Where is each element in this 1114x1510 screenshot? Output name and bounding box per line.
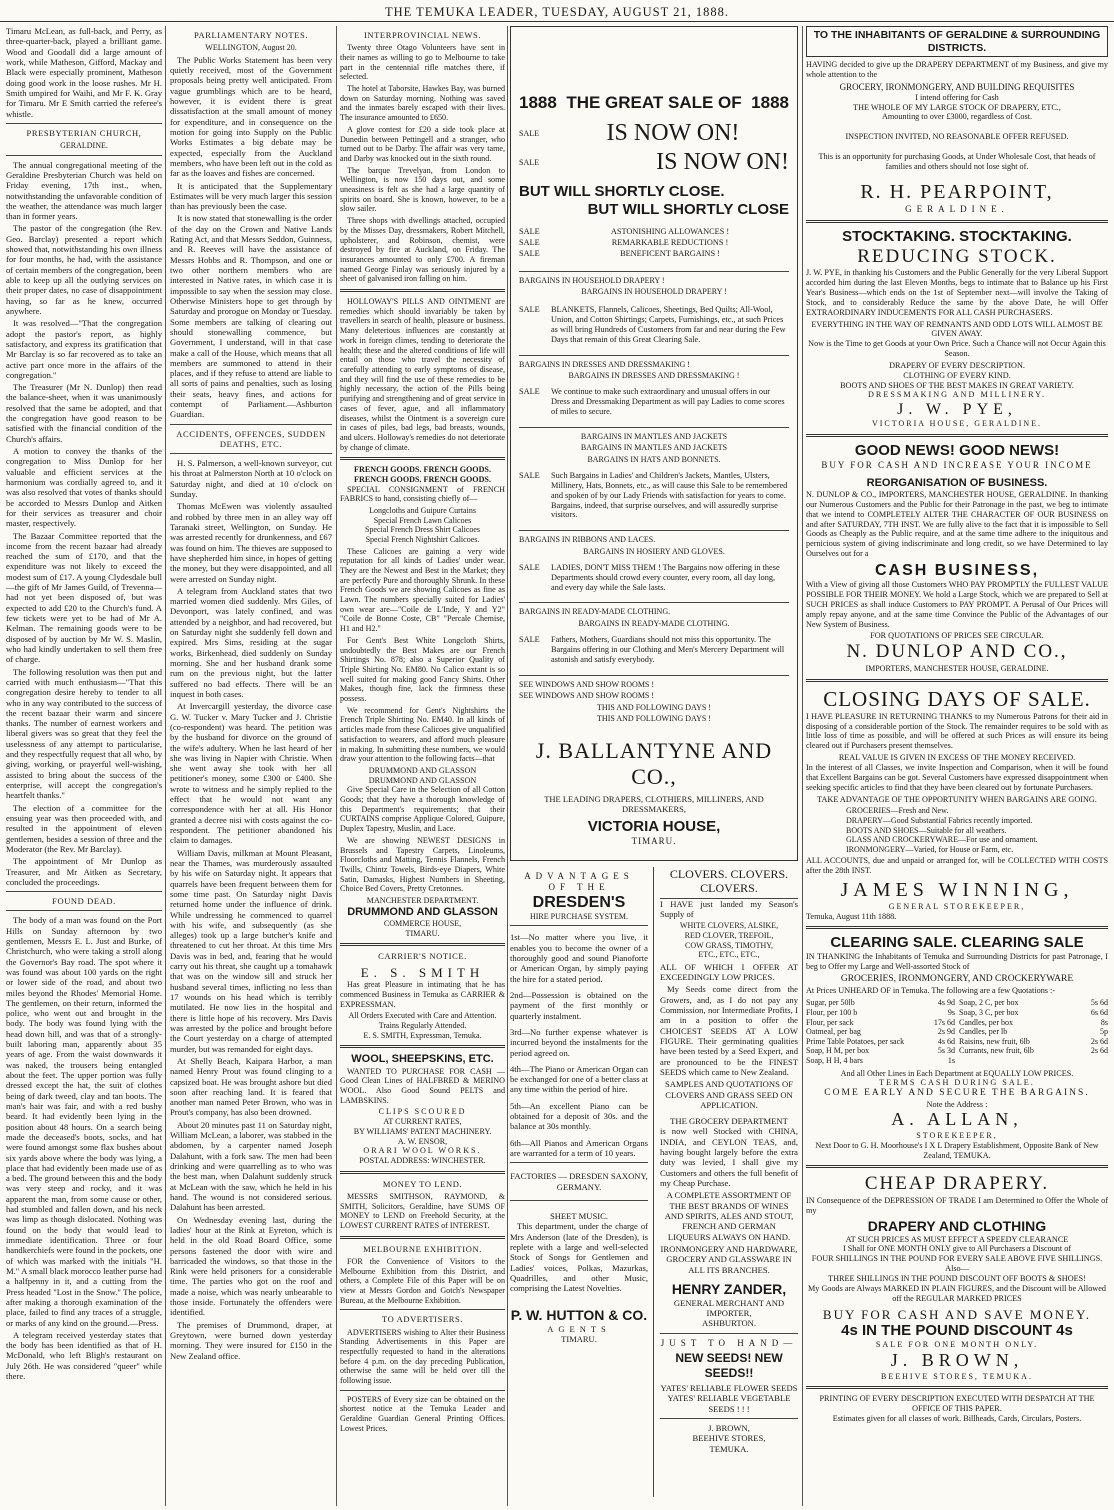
advert-line: YATES' RELIABLE FLOWER SEEDS: [660, 1383, 798, 1394]
article-text: A telegram from Auckland states that two married women died suddenly. Mrs Giles, of Devonport, was lately confined, and was attended by a neighbor, and had recovered, but on Saturday night she suddenly fell down and expired. Mrs Sims, residing at the sugar works, Birkenhead, died suddenly on Sunday morning. She and her husband drank some rum on the previous night, but the latter suffered no bad effects. There will be an inquest in both cases.: [170, 585, 332, 699]
bargain-heading: BARGAINS IN HOUSEHOLD DRAPERY !: [581, 287, 727, 297]
column-rule: [336, 26, 337, 1506]
address: COMMERCE HOUSE,: [383, 919, 462, 928]
advert-text: POSTERS of Every size can be obtained on the shortest notice at the Temuka Leader and Geraldine Guardian General Printing Offices. Lowest Prices.: [340, 1394, 505, 1433]
article-text: The body of a man was found on the Port Hills on Sunday afternoon by two gentlemen, Messrs E. L. Just and Burke, of Christchurch, who were taking a stroll along the Governor's Bay road. The spot where it was found was about 100 yards on the right or lower side of the road, and about two miles beyond the Rhodes' Memorial Home. The gentlemen, on their return, informed the police, who went out and brought in the body. The body was found lying with the head down hill, and was that of a strongly-built laboring man, apparently about 35 years of age. From the waist downwards it was naked, the trousers being entangled about the feet. The upper portion was fully dressed except the hat, the suit of clothes being of dark tweed, clay and tan boots. The man's hair was fair, and with a red bushy beard. It had evidently been lying in the position about 48 hours. On a search being made the deceased's boots, socks, and hat were found amongst some flax bushes about six yards above where the body was lying, a place that had evidently been made use of as a bed. The ground between this and the body was very steep and rocky, and it was apparent the man, from some cause or other, had stumbled and fallen down, and his neck was limp as though dislocated. Nothing was found on the body that would lead to immediate identification. Three or four handkerchiefs were found in the pockets, one of which was marked with the initials "H. M." A small black morocco leather purse had a halfpenny in it, and a cutting from the Press headed "Lost in the Snow." The police, after making a thorough examination of the place, failed to find any traces of a struggle, or marks of any kind on the ground.—Press.: [6, 915, 162, 1328]
article-text: H. S. Palmerson, a well-known surveyor, cut his throat at Palmerston North at 10 o'clock on Saturday night, and died at 10 o'clock on Sunday.: [170, 458, 332, 500]
headline: MELBOURNE EXHIBITION.: [363, 1243, 482, 1254]
advert-text: This department, under the charge of Mrs Anderson (late of the Dresden), is replete with a large and well-selected Stock of Songs for Gentlemen and Ladies' voices, Polkas, Mazurkas, Quadrilles, and other Music, comprising the Latest Novelties.: [510, 1221, 648, 1294]
list-item: Special French Lawn Calicoes: [373, 515, 472, 525]
article-text: Three shops with dwellings attached, occupied by the Misses Day, dressmakers, Robert Mitchell, upholsterer, and Robinson, chemist, were destroyed by fire at Auckland, on Friday. The insurances amounted to only £700. A fireman named George Finlay was seriously injured by a sheet of galvanised iron falling on him.: [340, 216, 505, 284]
bargain-heading: BARGAINS IN READY-MADE CLOTHING.: [519, 607, 671, 617]
seed-list: [660, 921, 798, 959]
price-item: Oatmeal, per bag: [806, 1027, 861, 1037]
dresden-advert: [510, 867, 654, 1497]
headline: ACCIDENTS, OFFENCES, SUDDEN DEATHS, ETC.: [176, 428, 326, 449]
advert-line: FACTORIES — DRESDEN SAXONY, GERMANY.: [510, 1171, 648, 1192]
firm-name-large: J. W. PYE,: [897, 401, 1017, 419]
column-rule: [802, 26, 803, 1506]
firm-name-large: DRUMMOND AND GLASSON: [347, 905, 498, 918]
days-line: THIS AND FOLLOWING DAYS !: [597, 714, 711, 724]
price-value: 5s 6d: [1090, 998, 1108, 1008]
advert-line: My Goods are Always MARKED IN PLAIN FIGURES, and the Discount will be Allowed off the REGULAR MARKED PRICES: [808, 1283, 1106, 1303]
address: POSTAL ADDRESS: WINCHESTER.: [359, 1155, 486, 1165]
days-line: THIS AND FOLLOWING DAYS !: [597, 702, 711, 712]
article-text: William Davis, milkman at Mount Pleasant, near the Thames, was murderously assaulted by his wife on Saturday night. It appears that quarrels have been frequent between them for some time past. On Saturday night Davis returned home under the influence of drink. While undressing he commenced to quarrel with his wife, and subsequently (as she alleges) took up a large butcher's knife and threatened to cut her throat. At this time Mrs Davis was in bed, and, fearing that he would carry out his threat, she caught up a tomahawk that was on the window sill and struck her husband several times, inflicting no less than 17 wounds on his head which is terribly mutilated. He now lies in the hospital and there is little hope of his recovery. Mrs Davis was arrested by the police and brought before the Court yesterday on a charge of attempted murder, but was remanded for eight days.: [170, 847, 332, 1054]
price-value: 8s: [1100, 1017, 1108, 1027]
bargain-heading: BARGAINS IN HOSIERY AND GLOVES.: [583, 547, 725, 557]
list-item: Special French Dress Shirt Calicoes: [364, 525, 481, 535]
bargain-heading: BARGAINS IN HOUSEHOLD DRAPERY !: [519, 275, 665, 285]
advert-text: All Orders Executed with Care and Attention.: [348, 1011, 497, 1021]
advert-line: HIRE PURCHASE SYSTEM.: [529, 911, 628, 921]
good-news: GOOD NEWS! GOOD NEWS!: [854, 442, 1060, 460]
address: Next Door to G. H. Moorhouse's I X L Drapery Establishment, Opposite Bank of New Zealand, TEMUKA.: [815, 1140, 1099, 1160]
address: BEEHIVE STORES, TEMUKA.: [881, 1371, 1033, 1381]
price-item: [959, 1056, 1078, 1066]
cash-business: CASH BUSINESS,: [874, 561, 1040, 579]
advert-text: WANTED TO PURCHASE FOR CASH — Good Clean Lines of HALFBRED & MERINO WOOL. Also Good Sound PELTS and LAMBSKINS.: [340, 1066, 505, 1105]
article-text: A motion to convey the thanks of the congregation to Miss Dunlop for her valuable and efficient services at the harmonium was cordially agreed to, and it was also resolved that votes of thanks should be accorded to Messrs Dunlop and Aitken for their services as treasurer and choir master, respectively.: [6, 446, 162, 529]
firm-name: DRUMMOND AND GLASSON: [368, 765, 477, 775]
article-text: Timaru McLean, as full-back, and Perry, as three-quarter-back, played a brilliant game. Wood and Goodall did a large amount of work, while Matheson, Gifford, Mackay and Black were especially prominent, Matheson doing good work in the loose rushes. Mr H. Smith umpired for Waihi, and Mr F. K. Gray for Timaru. Mr E Smith carried the referee's whistle.: [6, 26, 162, 119]
advert-text: Now is the Time to get Goods at your Own Price. Such a Chance will not Occur Again this Season.: [808, 339, 1106, 359]
firm-name-large: HENRY ZANDER,: [671, 1280, 787, 1297]
list-item: ETC., ETC., ETC.,: [698, 950, 760, 960]
price-item: Candles, per box: [959, 1017, 1013, 1027]
advert-line: FOR QUOTATIONS OF PRICES SEE CIRCULAR.: [870, 631, 1044, 641]
advert-heading: TO THE INHABITANTS OF GERALDINE & SURROUNDING DISTRICTS.: [806, 26, 1108, 57]
advert-heading: NEW SEEDS! NEW SEEDS!!: [675, 1351, 783, 1380]
headline: PARLIAMENTARY NOTES.: [193, 30, 309, 40]
price-item: Raisins, new fruit, 6lb: [959, 1036, 1030, 1046]
price-value: [1082, 1056, 1108, 1066]
advert-text: 4th—The Piano or American Organ can be exchanged for one of a better class at any time within the period of hire.: [510, 1063, 648, 1095]
town: TIMARU.: [561, 1334, 597, 1345]
headline: MONEY TO LEND.: [382, 1178, 463, 1189]
advert-text: J. W. PYE, in thanking his Customers and the Public Generally for the very Liberal Support accorded him during the last Eleven Months, begs to intimate that to Balance up his First Year's Business—which ends on the 1st of September next—will involve the Taking of Stock, and to considerably Reduce the same by the above Date, he will Offer EXTRAORDINARY INDUCEMENTS FOR ALL CASH PURCHASERS.: [806, 268, 1108, 317]
price-value: 4s 9d: [937, 998, 955, 1008]
headline: FOUND DEAD.: [52, 896, 116, 907]
address: IMPORTERS, MANCHESTER HOUSE, GERALDINE.: [865, 664, 1049, 674]
article-text: The following resolution was then put and carried with much enthusiasm—"That this congregation desire hereby to tender to all who in any way contributed to the success of the recent bazaar their warm and sincere thanks. The number of earnest workers and liberal givers was so great that they feel the uselessness of any attempt to particularise, and they respectfully request that all who, by giving, working, or prayerful well-wishing, assisted to bring about the success of the enterprise, will accept the congregation's heartfelt thanks.": [6, 666, 162, 801]
price-item: Prime Table Potatoes, per sack: [806, 1036, 905, 1046]
bargain-heading: BARGAINS IN MANTLES AND JACKETS: [580, 431, 728, 441]
sale-label: SALE: [519, 387, 540, 397]
fabric-list: [340, 506, 505, 544]
price-item: Soap, 2 C, per box: [959, 998, 1019, 1008]
firm-name-large: E. S. SMITH: [360, 964, 485, 980]
advert-text: I HAVE PLEASURE IN RETURNING THANKS to my Numerous Patrons for their aid in disposing of a considerable portion of the Stock. The remainder requires to be sold with as little loss of time as possible, and will be offered at such Prices as will ensure its being cleared out if Purchasers present themselves.: [806, 711, 1108, 751]
advert-text: 5th—An excellent Piano can be obtained for a deposit of 30s. and the balance at 30s monthly.: [510, 1100, 648, 1132]
price-value: 9s: [947, 1008, 955, 1017]
list-item: Special French Nightshirt Calicoes.: [365, 534, 480, 544]
price-item: Soap, H M, per box: [806, 1046, 870, 1056]
article-text: Thomas McEwen was violently assaulted and robbed by three men in an alley way off Taranaki street, Wellington, on Sunday. He was arrested recently for drunkenness, and £67 was found on him. The thieves are supposed to have shepherded him since, in hopes of getting the money, but they were disappointed, and all were arrested on Sunday night.: [170, 501, 332, 584]
sale-label: SALE: [519, 157, 539, 167]
dateline: WELLINGTON, August 20.: [205, 43, 297, 53]
sale-title: THE GREAT SALE OF: [566, 93, 742, 112]
advert-line: TERMS CASH DURING SALE.: [879, 1078, 1035, 1088]
ballantyne-advert: [510, 26, 798, 861]
firm-name-large: A. ALLAN,: [891, 1109, 1023, 1130]
list-item: Longcloths and Guipure Curtains: [369, 506, 476, 516]
article-text: The Public Works Statement has been very quietly received, most of the Government proposals being pretty well anticipated. From vague grumblings which are to be heard, however, it is evident there is great dissatisfaction at the small amount of money for expenditure, and in consequence on the motion for going into Supply on the Public Works Estimates a big debate may be expected, especially from the Auckland members, who have been left out in the cold as far as the loaves and fishes are concerned.: [170, 54, 332, 179]
sale-label: SALE: [519, 226, 540, 236]
firm-name-large: J. BALLANTYNE AND CO.,: [535, 737, 773, 790]
list-item: COW GRASS, TIMOTHY,: [684, 940, 773, 950]
column-5: [806, 26, 1108, 1506]
advert-line: CLIPS SCOURED: [378, 1107, 467, 1117]
now-on: IS NOW ON!: [656, 149, 789, 176]
year: 1888: [519, 93, 557, 112]
headline: TO ADVERTISERS.: [381, 1314, 464, 1325]
year: 1888: [751, 93, 789, 112]
advert-text: IRONMONGERY AND HARDWARE, GROCERY AND GLASSWARE IN ALL ITS BRANCHES.: [660, 1243, 798, 1275]
article-text: Twenty three Otago Volunteers have sent in their names as willing to go to Melbourne to take part in the centennial rifle matches there, if selected.: [340, 43, 505, 82]
column-4: [510, 26, 798, 1506]
article-text: It was resolved—"That the congregation adopt the pastor's report, as highly satisfactory, and express its gratification that Mr Barclay is so far recovered as to take an active part once more in the affairs of the congregation.": [6, 318, 162, 380]
advert-heading: BUY FOR CASH AND SAVE MONEY.: [822, 1306, 1092, 1322]
reducing-stock: REDUCING STOCK.: [857, 245, 1057, 267]
clovers-advert: [660, 867, 798, 1497]
advert-line: JUST TO HAND—: [660, 1337, 798, 1348]
sale-label: SALE: [519, 128, 539, 138]
article-text: The hotel at Taborsite, Hawkes Bay, was burned down on Saturday morning. Nothing was saved and the inmates barely escaped with their lives. The insurance amounted to £650.: [340, 84, 505, 123]
holloway-advert: HOLLOWAY'S PILLS AND OINTMENT are remedies which should invariably be taken by travellers in search of health, pleasure or business. Many deleterious influences are constantly at work in foreign climes, tending to deteriorate the health; these and the altered conditions of life will entail on those who travel the necessity of carefully attending to early symptoms of disease, and they will find the use of these remedies to be highly necessary, the action of the Pills being purifying and strengthening and of great service in cases of fever, ague, and all inflammatory diseases, whilst the Ointment is a sovereign cure in cases of piles, bad legs, bad breasts, wounds, and ulcers. Holloway's remedies do not deteriorate by change of climate.: [340, 297, 505, 452]
town: ASHBURTON.: [702, 1318, 756, 1329]
list-item: RED CLOVER, TREFOIL,: [684, 931, 774, 940]
sale-label: SALE: [519, 237, 540, 247]
stocktaking-heading: STOCKTAKING. STOCKTAKING.: [842, 227, 1072, 245]
article-text: The appointment of Mr Dunlop as Treasurer, and Mr Aitken as Secretary, concluded the proceedings.: [6, 856, 162, 887]
advert-line: BUY FOR CASH AND INCREASE YOUR INCOME: [821, 460, 1093, 471]
advert-text: We recommend for Gent's Nightshirts the French Triple Shirting No. EM40. In all kinds of articles made from these Calicoes give unqualified satisfaction to wearers, and afford much pleasure in making. In submitting these numbers, we would draw your attention to the following facts—that: [340, 705, 505, 764]
price-value: 4s 6d: [937, 1036, 955, 1046]
advert-text: We are showing NEWEST DESIGNS in Brussels and Tapestry Carpets, Linoleums, Floorcloths and Matting, Tennis Flannels, French Twills, Chintz Towels, Birds-eye Diapers, White Satin, Damasks, Highest Numbers in Sheeting, Choice Bed Covers, Pretty Cretonnes.: [340, 835, 505, 894]
estimates-notice: Estimates given for all classes of work. Billheads, Cards, Circulars, Posters.: [832, 1413, 1082, 1423]
advert-line: EVERYTHING IN THE WAY OF REMNANTS AND ODD LOTS WILL ALMOST BE GIVEN AWAY.: [811, 319, 1103, 339]
bargain-heading: BARGAINS IN DRESSES AND DRESSMAKING !: [568, 371, 740, 381]
town: TIMARU.: [405, 928, 440, 938]
list-item: BOOTS AND SHOES—Suitable for all weathers.: [846, 825, 1007, 835]
advert-line: YATES' RELIABLE VEGETABLE SEEDS ! ! !: [667, 1393, 791, 1414]
advert-line: DRAPERY OF EVERY DESCRIPTION.: [889, 360, 1025, 370]
allowance-line: REMARKABLE REDUCTIONS !: [611, 237, 729, 247]
article-text: The premises of Drummond, draper, at Greytown, were burned down yesterday morning. They were insured for £150 in the New Zealand office.: [170, 1319, 332, 1361]
town: GERALDINE.: [905, 203, 1009, 214]
advert-text: 1st—No matter where you live, it enables you to become the owner of a thoroughly good and sound Pianoforte or American Organ, by simply paying the hire for a stated period.: [510, 932, 648, 984]
advert-text: I HAVE just landed my Season's Supply of: [660, 898, 798, 920]
advert-text: ADVERTISERS wishing to Alter their Business Standing Advertisements in this Paper are respectfully requested to hand in the alterations before 4 p.m. on the day preceding Publication, otherwise the same will be held over till the following issue.: [340, 1327, 505, 1386]
advert-line: AT CURRENT RATES,: [383, 1117, 462, 1127]
column-1: [6, 26, 162, 1506]
department-heading: MANCHESTER DEPARTMENT.: [366, 896, 479, 906]
advert-text: ALL OF WHICH I OFFER AT EXCEEDINGLY LOW PRICES.: [660, 961, 798, 983]
allowance-line: ASTONISHING ALLOWANCES !: [610, 226, 730, 236]
price-item: Currants, new fruit, 6lb: [959, 1046, 1034, 1056]
victoria-house: VICTORIA HOUSE,: [587, 818, 721, 836]
french-goods-heading: FRENCH GOODS. FRENCH GOODS.: [354, 465, 491, 475]
article-text: The barque Trevelyan, from London to Wellington, is now 150 days out, and some uneasiness is felt as she had a large quantity of spirits on board. She is known, however, to be a slow sailer.: [340, 165, 505, 214]
firm-description: THE LEADING DRAPERS, CLOTHIERS, MILLINERS, AND DRESSMAKERS,: [544, 793, 764, 814]
advert-line: And all Other Lines in Each Department at EQUALLY LOW PRICES.: [840, 1068, 1074, 1078]
price-value: 5p: [1100, 1027, 1108, 1037]
article-text: At Shelly Beach, Kaipara Harbor, a man named Henry Prout was found clinging to a capsized boat. He was brought ashore but died soon after reaching land. It is feared that another man named Peter Brown, who was in Prout's company, has also been drowned.: [170, 1055, 332, 1118]
sale-label: SALE: [519, 634, 540, 644]
now-on: IS NOW ON!: [606, 120, 740, 147]
bargain-text: Fathers, Mothers, Guardians should not miss this opportunity. The Bargains offering in our Clothing and Men's Mercery Department will astonish and satisfy everybody.: [551, 634, 785, 664]
price-value: 2s 9d: [937, 1027, 955, 1037]
french-goods-heading: FRENCH GOODS. FRENCH GOODS.: [354, 475, 491, 485]
advert-heading: DRAPERY AND CLOTHING: [867, 1217, 1047, 1234]
advert-line: THREE SHILLINGS IN THE POUND DISCOUNT OFF BOOTS & SHOES!: [828, 1274, 1086, 1284]
advert-line: CLOTHING OF EVERY KIND.: [903, 370, 1011, 380]
advert-text: In the interest of all Classes, we invite Inspection and Comparison, when it will be found that Excellent Bargains can be got. Several Customers have expressed disappointment when seeking specific articles to find that they have been cleared out by fortunate Purchasers.: [806, 763, 1108, 792]
closing-days: CLOSING DAYS OF SALE.: [823, 686, 1091, 711]
headline: PRESBYTERIAN CHURCH,: [26, 127, 142, 138]
advert-line: FOUR SHILLINGS IN THE POUND FOR EVERY SALE ABOVE FIVE SHILLINGS.: [811, 1254, 1103, 1264]
bargain-text: BLANKETS, Flannels, Calicoes, Sheetings, Bed Quilts; All-Wool, Union, and Cotton Shirtings; Carpets, Furnishings, etc., at such Prices as will bring Hundreds of Customers from far and near during the Few Days that remain of this Great Clearing Sale.: [551, 305, 786, 344]
column-rule: [507, 26, 508, 1506]
firm-name-large: J. BROWN,: [890, 1349, 1024, 1370]
price-item: Soap, H H, 4 bars: [806, 1055, 863, 1065]
article-text: About 20 minutes past 11 on Saturday night, William McLean, a laborer, was stabbed in the abdomen, by a carpenter named Joseph Dalahunt, with a fork saw. The men had been drinking and were quarrelling as to who was the best man, when Dalahunt suddenly struck at McLean with the saw, which he held in his hand. The wound is not considered serious. Dalahunt has been arrested.: [170, 1119, 332, 1213]
column-2: [170, 26, 332, 1506]
town: TEMUKA.: [709, 1443, 749, 1454]
advert-text: 6th—All Pianos and American Organs are warranted for a term of 10 years.: [510, 1137, 648, 1158]
town: TIMARU.: [631, 836, 677, 847]
cheap-drapery: CHEAP DRAPERY.: [864, 1173, 1050, 1195]
advert-line: SALE FOR ONE MONTH ONLY.: [875, 1340, 1039, 1350]
list-item: WHITE CLOVERS, ALSIKE,: [679, 921, 779, 931]
advert-line: INSPECTION INVITED, NO REASONABLE OFFER REFUSED.: [845, 132, 1069, 142]
advert-line: BY WILLIAMS' PATENT MACHINERY.: [353, 1126, 492, 1136]
list-item: IRONMONGERY—Varied, for House or Farm, etc.: [846, 844, 1014, 854]
list-item: GROCERIES—Fresh and New.: [846, 806, 949, 816]
allowance-line: BENEFICENT BARGAINS !: [620, 248, 720, 258]
advert-text: is now well Stocked with CHINA, INDIA, and CEYLON TEAS, and, having bought largely before the extra duty was levied, I shall give my Customers and others the full benefit of my Cheap Purchase.: [660, 1126, 798, 1189]
advert-line: Note the Address :: [926, 1099, 988, 1109]
article-text: At Invercargill yesterday, the divorce case G. W. Tucker v. Mary Tucker and J. Christie (co-respondent) was heard. The petition was by the husband for divorce on the ground of the wife's adultery. When he last heard of her she was living in Napier with Christie. When she went away she took with her all petitioner's money, some £300 or £400. She wrote to witness and he simply replied to the effect that he would not want any correspondence with her at all. His Honor granted a decree nisi with costs against the co-respondent. The petitioner abandoned his claim to damages.: [170, 701, 332, 846]
article-text: The pastor of the congregation (the Rev. Geo. Barclay) presented a report which showed that, notwithstanding his own illness for four months, he had, with the assistance of certain members of the congregation, been able to keep up all the outlying services on their proper dates, no case of disappointment having, so far as he knew, occurred anywhere.: [6, 223, 162, 316]
advert-text: MESSRS SMITHSON, RAYMOND, & SMITH, Solicitors, Geraldine, have SUMS OF MONEY to LEND on Freehold Security, at the LOWEST CURRENT RATES of INTEREST.: [340, 1191, 505, 1230]
column-3: [340, 26, 505, 1506]
bargain-heading: BARGAINS IN HATS AND BONNETS.: [587, 455, 721, 465]
advert-text: IN THANKING the Inhabitants of Temuka and Surrounding Districts for past Patronage, I beg to Offer my Large and Well-assorted Stock of: [806, 952, 1108, 972]
firm-name-large: R. H. PEARPOINT,: [860, 180, 1054, 203]
price-item: Flour, per sack: [806, 1017, 854, 1027]
windows-line: SEE WINDOWS AND SHOW ROOMS !: [519, 691, 655, 701]
price-value: 17s 6d: [933, 1017, 955, 1027]
article-text: The Treasurer (Mr N. Dunlop) then read the balance-sheet, when it was unanimously resolved that the same be adopted, and that the congregation have good reason to be satisfied with the financial condition of the Church's affairs.: [6, 382, 162, 444]
advert-text: N. DUNLOP & CO., IMPORTERS, MANCHESTER HOUSE, GERALDINE. In thanking our Numerous Customers and the Public for their Patronage in the past, we beg to intimate that we intend to COMPLETELY ALTER THE CHARACTER OF OUR BUSINESS on and after SATURDAY, 7TH INST. We are fully alive to the fact that it is impossible to Sell Goods as Cheaply as the Public require, and at the same time adhere to the iniquitous and pernicious system of giving indiscriminate and long credit, so we have Determined to lay Ourselves out for a: [806, 490, 1108, 559]
price-value: 6s 6d: [1090, 1008, 1108, 1017]
sale-label: SALE: [519, 248, 540, 258]
sale-label: SALE: [519, 305, 540, 315]
advert-text: My Seeds come direct from the Growers, and, as I do not pay any Commission, nor Intermediate Profits, I am in a position to offer the CHOICEST SEEDS AT A LOW FIGURE. Their germinating qualities have been tested by a Seed Expert, and are pronounced to be the FINEST SEEDS which came to New Zealand.: [660, 984, 798, 1077]
advert-text: This is an opportunity for purchasing Goods, at Under Wholesale Cost, that heads of families and others should not lose sight of.: [818, 152, 1096, 171]
goods-list: [806, 806, 1108, 854]
price-item: Candles, per lb: [959, 1027, 1008, 1037]
advert-heading: REORGANISATION OF BUSINESS.: [866, 476, 1048, 489]
advert-text: IN Consequence of the DEPRESSION OF TRADE I am Determined to Offer the Whole of my: [806, 1196, 1108, 1215]
advert-line: At Prices UNHEARD OF in Temuka. The following are a few Quotations :-: [806, 985, 1056, 995]
price-item: Soap, 3 C, per box: [959, 1008, 1019, 1017]
advert-line: BOOTS AND SHOES OF THE BEST MAKES IN GREAT VARIETY.: [840, 380, 1074, 390]
price-item: Flour, per 100 b: [806, 1008, 858, 1017]
advert-text: SPECIAL CONSIGNMENT of FRENCH FABRICS to hand, consisting chiefly of—: [340, 484, 505, 504]
list-item: DRAPERY—Good Substantial Fabrics recently imported.: [846, 815, 1033, 825]
sale-label: SALE: [519, 470, 540, 480]
bargain-heading: BARGAINS IN DRESSES AND DRESSMAKING !: [519, 359, 690, 369]
advert-text: These Calicoes are gaining a very wide reputation for all kinds of Ladies' under wear. They are the Newest and Best in the Market; they are perfectly Pure and thoroughly Shrunk. In these French Goods we are showing Calicoes as fine as Lawn. The numbers specially suited for Ladies' own wear are—"Coile de L'Inde, Y and Y2" "Coile de Bonne Coste, CB" "Percale Chemise, H1 and H2.": [340, 546, 505, 634]
advert-line: STOREKEEPER,: [916, 1131, 998, 1141]
advert-line: Temuka, August 11th 1888.: [806, 911, 897, 921]
bargain-text: We continue to make such extraordinary and unusual offers in our Dress and Dressmaking Department as will pay Ladies to come scores of miles to secure.: [551, 387, 785, 416]
address: BEEHIVE STORES,: [692, 1433, 766, 1444]
advert-text: Has great Pleasure in intimating that he has commenced Business in Temuka as CARRIER & EXPRESSMAN.: [340, 980, 505, 1009]
firm-name-large: DRESDEN'S: [532, 893, 626, 911]
list-item: GLASS AND CROCKERYWARE—For use and ornament.: [846, 835, 1038, 845]
advert-text: Give Special Care in the Selection of all Cotton Goods; that they have a thorough knowledge of this Department's requirements; that their CURTAINS comprise Applique Colored, Guipure, Duplex Tapestry, Muslin, and Lace.: [340, 785, 505, 834]
advert-text: FOR the Convenience of Visitors to the Melbourne Exhibition from this District, and others, a Complete File of this Paper will be on view at Messrs Gordon and Gotch's Newspaper Bureau, at the Melbourne Exhibition.: [340, 1256, 505, 1305]
price-list: [806, 998, 1108, 1065]
bargain-heading: BARGAINS IN RIBBONS AND LACES.: [519, 535, 656, 545]
advert-line: GROCERIES, IRONMONGERY, AND CROCKERYWARE: [840, 974, 1074, 985]
firm-name-large: P. W. HUTTON & CO.: [510, 1307, 648, 1324]
article-text: A glove contest for £20 a side took place at Dunedin between Pettingell and a stranger, who turned out to be Darby. The affair was very tame, and Darby was knocked out in the sixth round.: [340, 124, 505, 163]
signature: E. S. SMITH, Expressman, Temuka.: [363, 1030, 482, 1040]
article-text: The election of a committee for the ensuing year was then proceeded with, and resulted in the appointment of eleven gentlemen, besides a session of three and the Moderator (the Rev. Mr Barclay).: [6, 802, 162, 854]
advert-text: HAVING decided to give up the DRAPERY DEPARTMENT of my Business, and give my whole attention to the: [806, 60, 1108, 80]
price-item: Sugar, per 50lb: [806, 998, 855, 1008]
firm-name-large: N. DUNLOP AND CO.,: [846, 641, 1068, 663]
advert-line: I Shall for ONE MONTH ONLY give to All Purchasers a Discount of: [842, 1244, 1072, 1254]
advert-text: With a View of giving all those Customers WHO PAY PROMPTLY the FULLEST VALUE POSSIBLE FOR THEIR MONEY. We hold a Large Stock, which we are prepared to Sell at SUCH PRICES as shall induce Customers to PAY PROMPT. A Perusal of Our Prices will amply repay anyone, and at the same time Convince the Public of the Advantages of our New System of Business.: [806, 580, 1108, 629]
advert-line: DRESSMAKING AND MILLINERY.: [867, 390, 1047, 400]
firm-name: DRUMMOND AND GLASSON: [368, 775, 477, 785]
advert-text: A COMPLETE ASSORTMENT OF THE BEST BRANDS OF WINES AND SPIRITS, ALES AND STOUT, FRENCH AND GERMAN LIQUEURS ALWAYS ON HAND.: [664, 1190, 794, 1242]
advert-line: ADVANTAGES OF THE: [524, 871, 634, 892]
advert-text: ALL ACCOUNTS, due and unpaid or arranged for, will be COLLECTED WITH COSTS after the 28th INST.: [806, 856, 1108, 876]
advert-line: GROCERY, IRONMONGERY, AND BUILDING REQUISITES: [839, 81, 1075, 92]
advert-heading: THE GROCERY DEPARTMENT: [670, 1116, 788, 1127]
bargain-text: Such Bargains in Ladies' and Children's Jackets, Mantles, Ulsters, Millinery, Hats, Bonnets, etc., as will cause this Sale to be remembered and spoken of by our Lady Friends with satisfaction for years to come. Bargains, indeed, that surprise ourselves, and will assuredly surprise visitors.: [551, 470, 788, 520]
column-rule: [165, 26, 166, 1506]
masthead: THE TEMUKA LEADER, TUESDAY, AUGUST 21, 1888.: [0, 0, 1114, 22]
advert-heading: CLOVERS. CLOVERS. CLOVERS.: [660, 867, 798, 899]
advert-line: Amounting to over £3000, regardless of Cost.: [881, 112, 1033, 122]
subheadline: GERALDINE.: [60, 141, 108, 150]
advert-text: SAMPLES AND QUOTATIONS OF CLOVERS AND GRASS SEED ON APPLICATION.: [665, 1079, 793, 1110]
advert-line: I intend offering for Cash: [915, 92, 999, 102]
advert-text: 3rd—No further expense whatever is incurred beyond the instalments for the period agreed on.: [510, 1026, 648, 1058]
bargain-heading: BARGAINS IN MANTLES AND JACKETS: [580, 443, 728, 453]
advert-line: AT SUCH PRICES AS MUST EFFECT A SPEEDY CLEARANCE: [845, 1234, 1069, 1244]
advert-text: Trains Regularly Attended.: [378, 1021, 467, 1030]
advert-line: Also—: [945, 1264, 969, 1274]
advert-line: GENERAL STOREKEEPER,: [888, 902, 1026, 912]
headline: INTERPROVINCIAL NEWS.: [363, 30, 482, 40]
price-value: 5s 3d: [937, 1046, 955, 1056]
advert-line: THE WHOLE OF MY LARGE STOCK OF DRAPERY, ETC.,: [853, 102, 1061, 112]
printing-notice: PRINTING OF EVERY DESCRIPTION EXECUTED WITH DESPATCH AT THE OFFICE OF THIS PAPER.: [819, 1394, 1095, 1414]
price-value: 2s 6d: [1090, 1036, 1108, 1046]
advert-line: AGENTS: [547, 1324, 611, 1335]
shortly-close: BUT WILL SHORTLY CLOSE.: [519, 182, 725, 200]
advert-text: 2nd—Possession is obtained on the payment of the first monthly or quarterly instalment.: [510, 989, 648, 1021]
sale-label: SALE: [519, 562, 540, 572]
firm-name: A. W. ENSOR,: [397, 1136, 448, 1146]
headline: WOOL, SHEEPSKINS, ETC.: [351, 1053, 494, 1066]
address: ORARI WOOL WORKS.: [363, 1146, 482, 1156]
headline: CARRIER'S NOTICE.: [378, 951, 467, 962]
firm-name-large: JAMES WINNING,: [840, 879, 1074, 902]
article-text: On Wednesday evening last, during the ladies' hour at the Rink at Eyreton, which is held in the old Road Board Office, some persons fastened the door with wire and barricaded the windows, so that those in the Rink were held prisoners for a considerable time. The parties who got on the roof and made a noise, which was nearly unbearable to those inside. Fortunately the offenders were identified.: [170, 1214, 332, 1318]
discount-heading: 4s IN THE POUND DISCOUNT 4s: [841, 1322, 1073, 1340]
bargain-heading: BARGAINS IN READY-MADE CLOTHING.: [578, 619, 730, 629]
article-text: The Bazaar Committee reported that the income from the recent bazaar had already reached the sum of £170, and that the expenditure was not likely to exceed the modest sum of £17. A young Clydesdale bull—the gift of Mr James Guild, of Trevenna—had not yet been disposed of, but was expected to add £20 to the Church's fund. A few tickets were yet to be had of Mr A. Kelman. The remaining goods were to be disposed of by auction by Mr W. S. Maslin, who had kindly undertaken to sell them free of charge.: [6, 530, 162, 665]
article-text: It is anticipated that the Supplementary Estimates will be very much larger this session than has previously been the case.: [170, 180, 332, 212]
article-text: It is now stated that stonewalling is the order of the day on the Crown and Native Lands Rating Act, and that Messrs Seddon, Guinness, and R. Reeves will have the assistance of Messrs Hobbs and R. Thompson, and one or two other northern members who are interested in Native rates, in which case it is impossible to say when the session may close. Otherwise Ministers hope to get through by Saturday and prorogue on Monday or Tuesday. Some members are talking of clearing out should stonewalling commence, but Government, I understand, will in that case make a call of the House, which means that all members are summoned to attend in their places, and if they refuse to attend are liable to all sorts of pains and penalties, such as losing their seats, heavy fines, and actions for contempt of Parliament.—Ashburton Guardian.: [170, 213, 332, 420]
price-value: 2s 6d: [1090, 1046, 1108, 1056]
advert-line: COME EARLY AND SECURE THE BARGAINS.: [824, 1088, 1090, 1099]
windows-line: SEE WINDOWS AND SHOW ROOMS !: [519, 679, 655, 689]
shortly-close: BUT WILL SHORTLY CLOSE: [587, 200, 789, 218]
article-text: The annual congregational meeting of the Geraldine Presbyterian Church was held on Friday evening, 17th inst., when, notwithstanding the unfavorable condition of the weather, the attendance was much larger than in former years.: [6, 159, 162, 222]
advert-heading: SHEET MUSIC.: [549, 1210, 609, 1221]
article-text: A telegram received yesterday states that the body has been identified as that of H. McDonald, who left Bligh's restaurant on July 26th. He was considered "queer" while there.: [6, 1329, 162, 1382]
clearing-sale: CLEARING SALE. CLEARING SALE: [830, 934, 1084, 952]
firm-name: J. BROWN,: [708, 1423, 750, 1434]
advert-line: REAL VALUE IS GIVEN IN EXCESS OF THE MONEY RECEIVED.: [838, 753, 1076, 763]
price-value: 1s: [947, 1055, 955, 1065]
advert-text: For Gent's Best White Longcloth Shirts, undoubtedly the Best Makes are our French Shirtings No. 878; also a Superior Quality of Triple Shirting No. EM80. No Calico extant is so well suited for making good Fancy Shirts. Other Makes, though fine, lack the firmness these possess.: [340, 635, 505, 704]
advert-line: GENERAL MERCHANT AND IMPORTER,: [673, 1297, 785, 1318]
bargain-text: LADIES, DON'T MISS THEM ! The Bargains now offering in these Departments should crowd every counter, every room, all day long, and every day while the Sale lasts.: [551, 562, 780, 592]
advert-line: TAKE ADVANTAGE OF THE OPPORTUNITY WHEN BARGAINS ARE GOING.: [817, 794, 1097, 804]
address: VICTORIA HOUSE, GERALDINE.: [871, 419, 1043, 429]
